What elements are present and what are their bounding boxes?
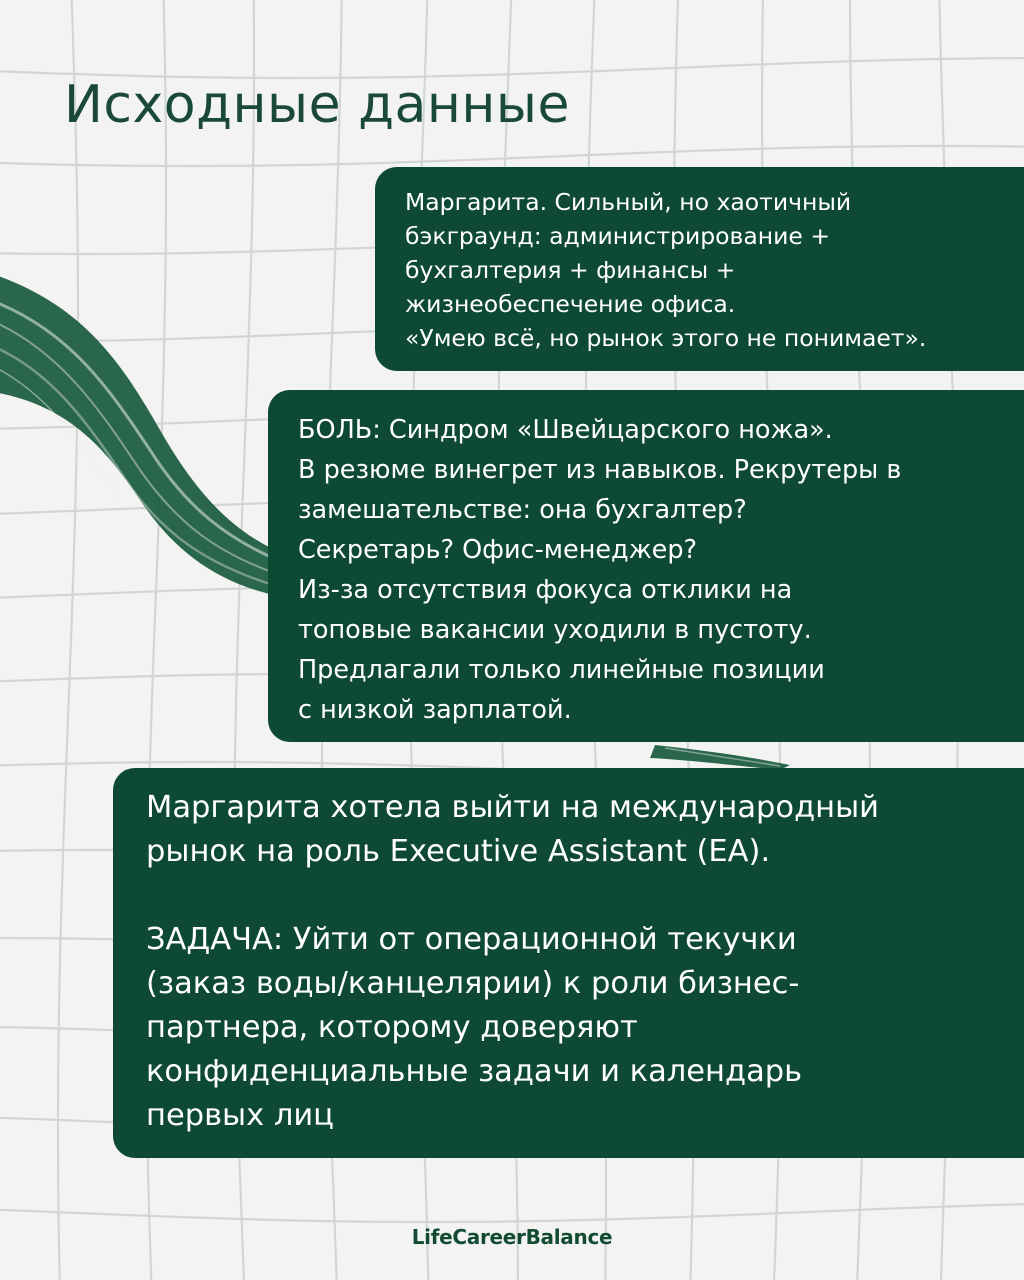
intro-text: Маргарита. Сильный, но хаотичный бэкграунд: администрирование + бухгалтерия + финансы + жизнеобеспечение офиса. «Умею всё, но рынок этого не понимает». xyxy=(405,188,927,352)
goal-card xyxy=(113,768,1024,1158)
goal-paragraph-1: Маргарита хотела выйти на международный рынок на роль Executive Assistant (EA). xyxy=(146,790,879,869)
paragraph-gap xyxy=(146,874,1024,918)
brand-logo-text: LifeCareerBalance xyxy=(411,1225,613,1249)
pain-text: БОЛЬ: Синдром «Швейцарского ножа». В резюме винегрет из навыков. Рекрутеры в замешательстве: она бухгалтер? Секретарь? Офис-менеджер? Из-за отсутствия фокуса отклики на топовые вакансии уходили в пустоту. Предлагали только линейные позиции с низкой зарплатой. xyxy=(298,415,902,725)
intro-card xyxy=(375,167,1024,371)
pain-card xyxy=(268,390,1024,742)
page-title: Исходные данные xyxy=(64,75,570,135)
goal-paragraph-2: ЗАДАЧА: Уйти от операционной текучки (заказ воды/канцелярии) к роли бизнес- партнера, которому доверяют конфиденциальные задачи и календарь первых лиц xyxy=(146,922,803,1133)
